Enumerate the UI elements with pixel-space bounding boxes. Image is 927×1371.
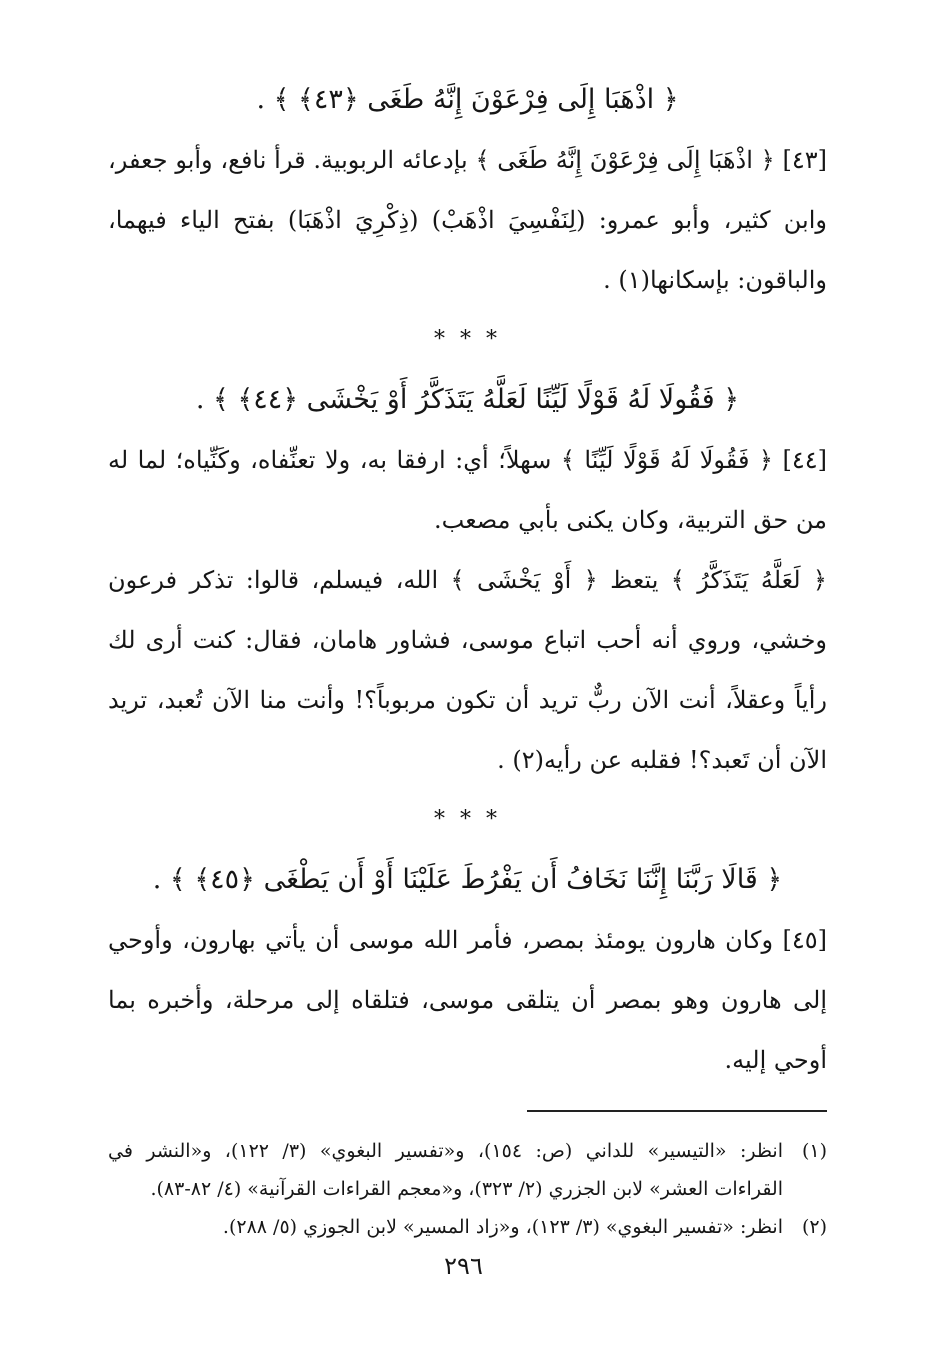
- footnotes: [108, 1132, 827, 1246]
- commentary-45: [٤٥] وكان هارون يومئذ بمصر، فأمر الله موسى أن يأتي بهارون، وأوحي إلى هارون وهو بمصر أن يتلقى موسى، فتلقاه إلى مرحلة، وأخبره بما أوحي إليه.: [108, 926, 828, 1074]
- footnote-text: انظر: «تفسير البغوي» (٣/ ١٢٣)، و«زاد المسير» لابن الجوزي (٥/ ٢٨٨).: [222, 1216, 783, 1238]
- footnote-1: [108, 1132, 827, 1208]
- commentary-43: [٤٣] ﴿ اذْهَبَا إِلَى فِرْعَوْنَ إِنَّهُ طَغَى ﴾ بإدعائه الربوبية. قرأ نافع، وأبو جعفر، وابن كثير، وأبو عمرو: (لِنَفْسِيَ اذْهَبْ) (ذِكْرِيَ اذْهَبَا) بفتح الياء فيهما، والباقون: بإسكانها(١) .: [108, 146, 827, 294]
- quran-verse-45: ﴿ قَالَا رَبَّنَا إِنَّنَا نَخَافُ أَن يَفْرُطَ عَلَيْنَا أَوْ أَن يَطْغَى ﴿٤٥﴾ ﴾ .: [152, 864, 783, 895]
- section-separator: * * *: [434, 807, 501, 832]
- quran-verse-44: ﴿ فَقُولَا لَهُ قَوْلًا لَيِّنًا لَعَلَّهُ يَتَذَكَّرُ أَوْ يَخْشَى ﴿٤٤﴾ ﴾ .: [195, 384, 740, 415]
- footnote-text: انظر: «التيسير» للداني (ص: ١٥٤)، و«تفسير البغوي» (٣/ ١٢٢)، و«النشر في القراءات العشر» لابن الجزري (٢/ ٣٢٣)، و«معجم القراءات القرآنية» (٤/ ٨٢-٨٣).: [108, 1140, 783, 1200]
- footnote-number: (٢): [801, 1216, 827, 1238]
- commentary-44-continued: ﴿ لَعَلَّهُ يَتَذَكَّرُ ﴾ يتعظ ﴿ أَوْ يَخْشَى ﴾ الله، فيسلم، قالوا: تذكر فرعون وخشي، وروي أنه أحب اتباع موسى، فشاور هامان، فقال: كنت أرى لك رأياً وعقلاً، أنت الآن ربٌّ تريد أن تكون مربوباً؟! وأنت منا الآن تُعبد، تريد الآن أن تَعبد؟! فقلبه عن رأيه(٢) .: [108, 566, 827, 774]
- page-number: ٢٩٦: [444, 1252, 483, 1280]
- quran-verse-43: ﴿ اذْهَبَا إِلَى فِرْعَوْنَ إِنَّهُ طَغَى ﴿٤٣﴾ ﴾ .: [256, 84, 679, 115]
- page-body: [108, 70, 827, 1246]
- footnote-divider: [527, 1110, 827, 1112]
- footnote-2: [108, 1208, 827, 1246]
- commentary-44: [٤٤] ﴿ فَقُولَا لَهُ قَوْلًا لَيِّنًا ﴾ سهلاً؛ أي: ارفقا به، ولا تعنِّفاه، وكَنِّياه؛ لما له من حق التربية، وكان يكنى بأبي مصعب.: [108, 446, 827, 534]
- footnote-number: (١): [801, 1140, 827, 1162]
- section-separator: * * *: [434, 327, 501, 352]
